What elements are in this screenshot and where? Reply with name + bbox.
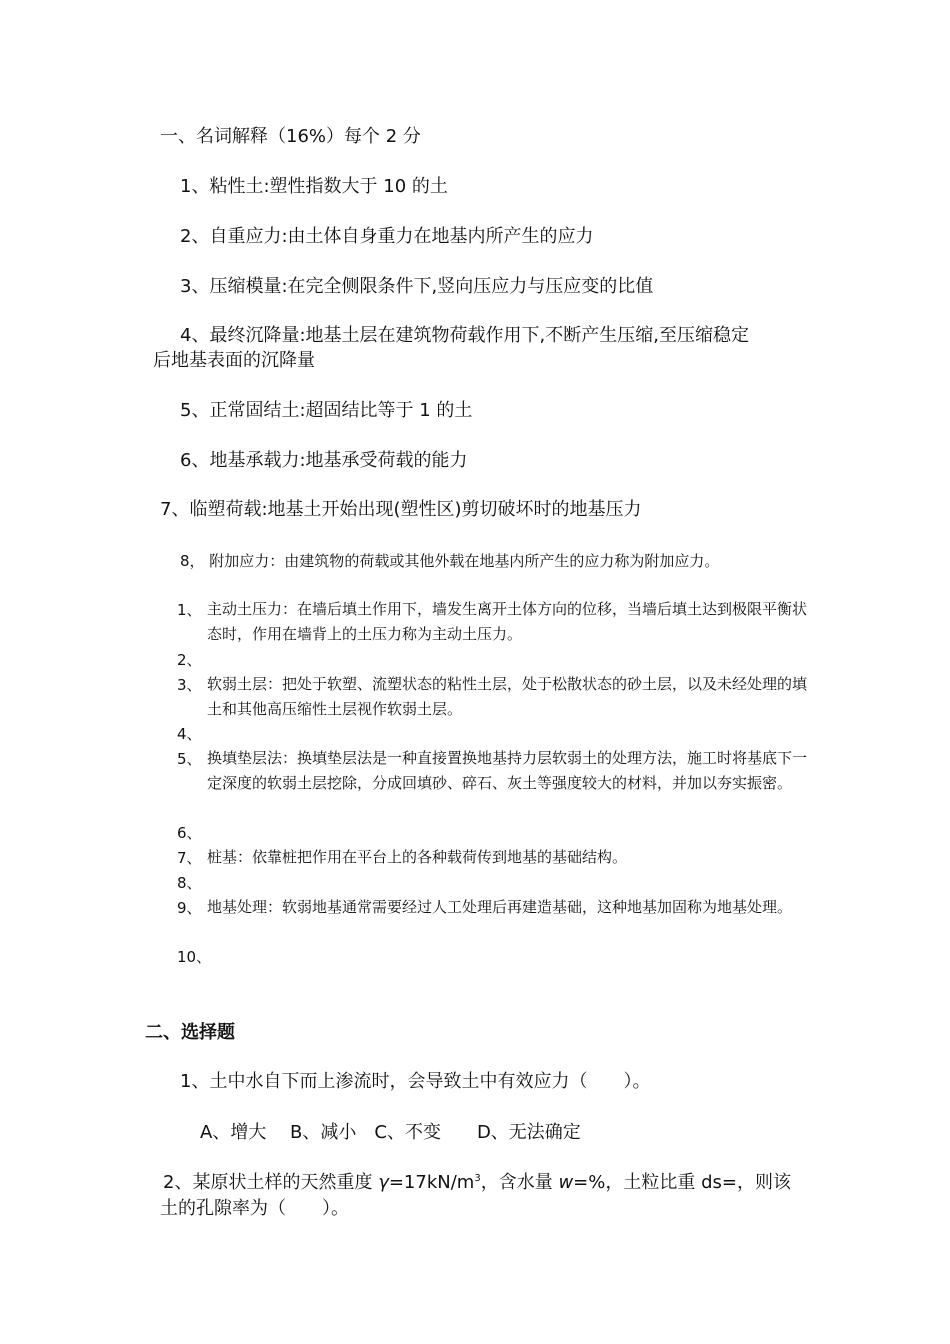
- definition-6: 6、地基承载力:地基承受荷载的能力: [180, 450, 468, 471]
- list-number: 10、: [177, 948, 212, 966]
- section-1-heading: 一、名词解释（16%）每个 2 分: [160, 126, 421, 147]
- list-number: 6、: [177, 824, 202, 842]
- gamma-symbol: γ: [378, 1172, 389, 1193]
- question-2-line-1: [163, 1170, 791, 1196]
- definition-1: 1、粘性土:塑性指数大于 10 的土: [180, 176, 448, 197]
- definition-3: 3、压缩模量:在完全侧限条件下,竖向压应力与压应变的比值: [180, 276, 654, 297]
- list-number: 9、: [177, 899, 202, 917]
- list-number: 1、: [177, 601, 202, 619]
- w-symbol: w: [558, 1172, 574, 1193]
- definition-8: 8， 附加应力：由建筑物的荷载或其他外载在地基内所产生的应力称为附加应力。: [180, 552, 720, 570]
- list-number: 7、: [177, 849, 202, 867]
- list-item-text: 软弱土层：把处于软塑、流塑状态的粘性土层，处于松散状态的砂土层，以及未经处理的填土和其他高压缩性土层视作软弱土层。: [207, 675, 808, 718]
- question-2-text: =%，土粒比重 ds=，则该: [573, 1172, 791, 1193]
- list-number: 2、: [177, 651, 202, 669]
- definition-4-line-2: 后地基表面的沉降量: [153, 350, 315, 371]
- question-1: 1、土中水自下而上渗流时，会导致土中有效应力（ ）。: [180, 1071, 651, 1092]
- question-2-unit: =17kN/m: [388, 1172, 475, 1193]
- list-item-text: 主动土压力：在墙后填土作用下，墙发生离开土体方向的位移，当墙后填土达到极限平衡状态时，作用在墙背上的土压力称为主动土压力。: [207, 600, 808, 643]
- list-item-text: 地基处理：软弱地基通常需要经过人工处理后再建造基础，这种地基加固称为地基处理。: [207, 898, 793, 916]
- definition-4-line-1: 4、最终沉降量:地基土层在建筑物荷载作用下,不断产生压缩,至压缩稳定: [180, 325, 749, 346]
- section-2-heading: 二、选择题: [145, 1022, 235, 1043]
- question-2-text: 2、某原状土样的天然重度: [163, 1172, 379, 1193]
- question-1-options: A、增大 B、减小 C、不变 D、无法确定: [200, 1122, 581, 1143]
- list-number: 4、: [177, 725, 202, 743]
- question-2-text: ，含水量: [480, 1172, 559, 1193]
- definition-7: 7、临塑荷载:地基土开始出现(塑性区)剪切破坏时的地基压力: [160, 499, 642, 520]
- list-number: 5、: [177, 750, 202, 768]
- list-item-text: 桩基：依靠桩把作用在平台上的各种载荷传到地基的基础结构。: [207, 848, 628, 866]
- unit-superscript: 3: [474, 1173, 481, 1184]
- list-number: 3、: [177, 676, 202, 694]
- question-2-line-2: 土的孔隙率为（ ）。: [160, 1198, 349, 1219]
- list-item-text: 换填垫层法：换填垫层法是一种直接置换地基持力层软弱土的处理方法，施工时将基底下一定深度的软弱土层挖除，分成回填砂、碎石、灰土等强度较大的材料，并加以夯实振密。: [207, 749, 808, 792]
- list-number: 8、: [177, 874, 202, 892]
- definition-2: 2、自重应力:由土体自身重力在地基内所产生的应力: [180, 226, 594, 247]
- definition-5: 5、正常固结土:超固结比等于 1 的土: [180, 400, 473, 421]
